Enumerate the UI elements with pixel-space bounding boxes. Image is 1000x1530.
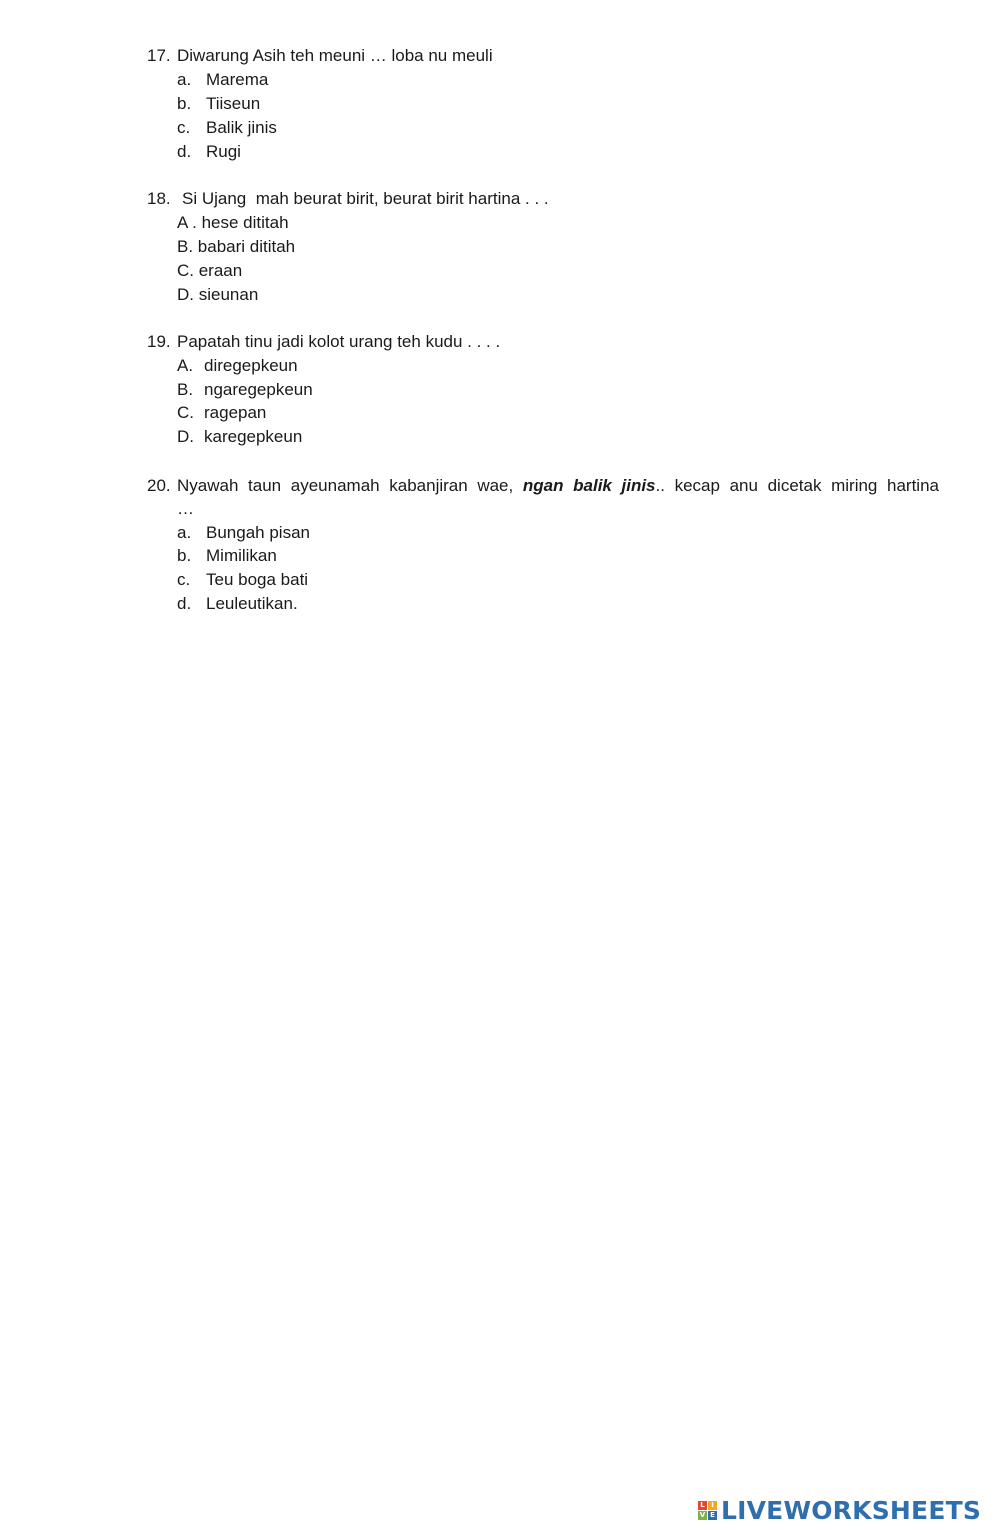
question-number: 18. — [147, 189, 171, 208]
option-text[interactable]: ragepan — [204, 403, 267, 422]
option-text[interactable]: Marema — [206, 70, 269, 89]
question-text-before: Nyawah taun ayeunamah kabanjiran wae, — [177, 476, 514, 495]
question-number: 19. — [147, 332, 171, 351]
option-letter: b. — [177, 94, 192, 113]
question-text-emphasis: ngan balik jinis — [522, 476, 656, 495]
option-text[interactable]: diregepkeun — [204, 356, 298, 375]
option-text[interactable]: Tiiseun — [206, 94, 261, 113]
option-letter: c. — [177, 118, 191, 137]
question-text-after: .. kecap anu dicetak miring hartina — [655, 476, 939, 495]
option-letter: A. — [177, 356, 194, 375]
question-text — [177, 476, 939, 496]
option-letter: d. — [177, 142, 192, 161]
logo-block-i: I — [708, 1501, 717, 1510]
option-letter: c. — [177, 570, 191, 589]
option-text[interactable]: B. babari dititah — [177, 237, 296, 256]
question-text: Papatah tinu jadi kolot urang teh kudu . . . . — [177, 332, 501, 351]
option-text[interactable]: C. eraan — [177, 261, 243, 280]
option-text[interactable]: Bungah pisan — [206, 523, 310, 542]
logo-block-e: E — [708, 1511, 717, 1520]
liveworksheets-logo[interactable] — [698, 1496, 981, 1524]
option-text[interactable]: D. sieunan — [177, 285, 259, 304]
option-text[interactable]: Mimilikan — [206, 546, 277, 565]
option-text[interactable]: Teu boga bati — [206, 570, 309, 589]
option-text[interactable]: A . hese dititah — [177, 213, 289, 232]
option-letter: D. — [177, 427, 194, 446]
option-letter: C. — [177, 403, 194, 422]
option-letter: a. — [177, 70, 192, 89]
option-letter: B. — [177, 380, 194, 399]
question-text: Diwarung Asih teh meuni … loba nu meuli — [177, 46, 493, 65]
option-text[interactable]: ngaregepkeun — [204, 380, 313, 399]
question-text: Si Ujang mah beurat birit, beurat birit hartina . . . — [182, 189, 549, 208]
option-text[interactable]: Balik jinis — [206, 118, 277, 137]
logo-block-v: V — [699, 1510, 706, 1519]
question-number: 17. — [147, 46, 171, 65]
logo-block-l: L — [698, 1501, 707, 1510]
logo-blocks-icon — [698, 1501, 717, 1520]
question-number: 20. — [147, 476, 171, 495]
option-text[interactable]: Leuleutikan. — [206, 594, 298, 613]
option-letter: a. — [177, 523, 192, 542]
option-text[interactable]: Rugi — [206, 142, 241, 161]
option-letter: d. — [177, 594, 192, 613]
logo-text: LIVEWORKSHEETS — [721, 1495, 982, 1525]
option-letter: b. — [177, 546, 192, 565]
option-text[interactable]: karegepkeun — [204, 427, 303, 446]
question-text-continuation: … — [177, 499, 194, 518]
